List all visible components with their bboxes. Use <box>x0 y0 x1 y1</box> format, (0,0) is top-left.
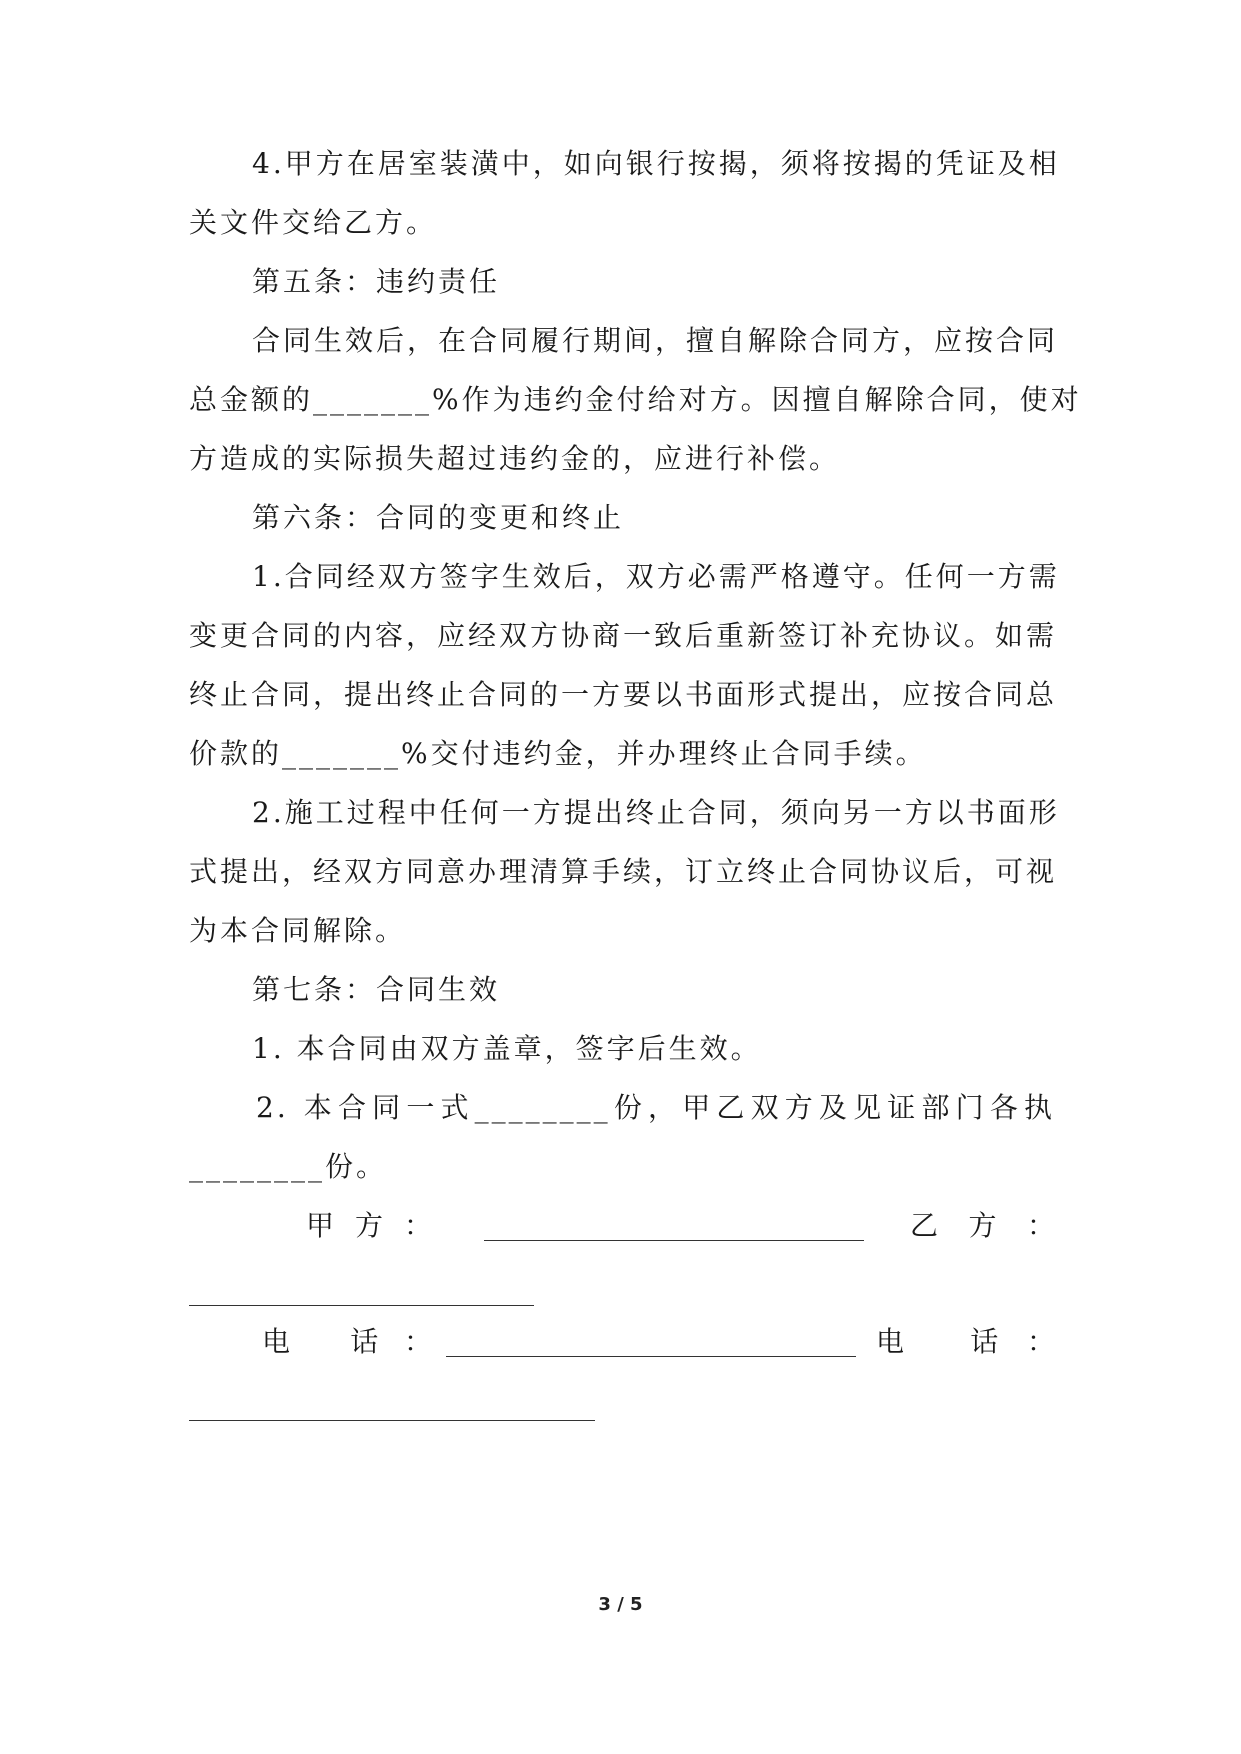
section-heading: 第六条：合同的变更和终止 <box>252 501 625 534</box>
phone-b-label: 电 话： <box>876 1325 1055 1358</box>
page-number: 3 / 5 <box>598 1594 643 1615</box>
paragraph-line: 方造成的实际损失超过违约金的，应进行补偿。 <box>189 442 841 475</box>
party-b-label: 乙 方 ： <box>910 1209 1055 1242</box>
paragraph-line: 1.合同经双方签字生效后，双方必需严格遵守。任何一方需 <box>252 560 1060 593</box>
paragraph-line: 为本合同解除。 <box>189 914 407 947</box>
party-b-blank[interactable] <box>189 1305 534 1306</box>
paragraph-line: 合同生效后，在合同履行期间，擅自解除合同方，应按合同 <box>252 324 1059 357</box>
paragraph-line: 2. 本合同一式________份，甲乙双方及见证部门各执 <box>256 1091 1055 1124</box>
section-heading: 第五条：违约责任 <box>252 265 501 298</box>
party-a-blank[interactable] <box>484 1240 864 1241</box>
paragraph-line: 1. 本合同由双方盖章，签字后生效。 <box>252 1032 762 1065</box>
paragraph-line: 终止合同，提出终止合同的一方要以书面形式提出，应按合同总 <box>189 678 1058 711</box>
paragraph-line: 2.施工过程中任何一方提出终止合同，须向另一方以书面形 <box>252 796 1060 829</box>
section-heading: 第七条：合同生效 <box>252 973 501 1006</box>
phone-b-blank[interactable] <box>189 1420 595 1421</box>
phone-a-blank[interactable] <box>446 1356 856 1357</box>
paragraph-line: 4.甲方在居室装潢中，如向银行按揭，须将按揭的凭证及相 <box>252 147 1060 180</box>
paragraph-line: 价款的_______%交付违约金，并办理终止合同手续。 <box>189 737 927 770</box>
paragraph-line: 变更合同的内容，应经双方协商一致后重新签订补充协议。如需 <box>189 619 1058 652</box>
paragraph-line: 总金额的_______%作为违约金付给对方。因擅自解除合同，使对 <box>189 383 1082 416</box>
paragraph-line: 关文件交给乙方。 <box>189 206 438 239</box>
paragraph-line: 式提出，经双方同意办理清算手续，订立终止合同协议后，可视 <box>189 855 1058 888</box>
phone-a-label: 电 话： <box>262 1325 432 1358</box>
paragraph-line: ________份。 <box>189 1150 388 1183</box>
party-a-label: 甲 方 ： <box>306 1209 432 1242</box>
